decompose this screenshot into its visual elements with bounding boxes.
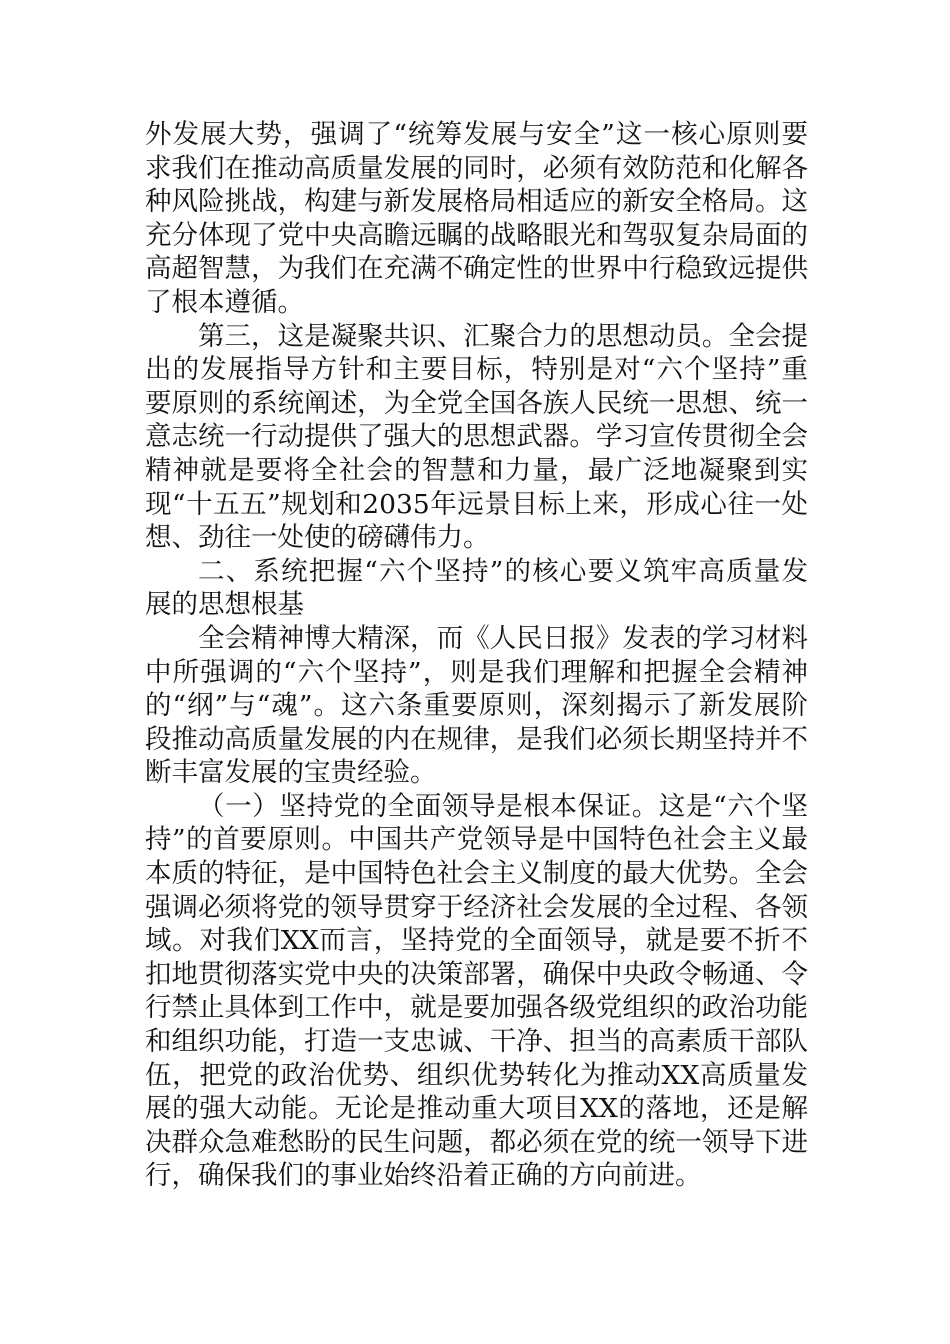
paragraph-third-point: 第三，这是凝聚共识、汇聚合力的思想动员。全会提出的发展指导方针和主要目标，特别是对“六个坚持”重要原则的系统阐述，为全党全国各族人民统一思想、统一意志统一行动提供了强大的思想武器。学习宣传贯彻全会精神就是要将全社会的智慧和力量，最广泛地凝聚到实现“十五五”规划和2035年远景目标上来，形成心往一处想、劲往一处使的磅礴伟力。 bbox=[145, 320, 808, 554]
section-heading-2: 二、系统把握“六个坚持”的核心要义筑牢高质量发展的思想根基 bbox=[145, 555, 808, 621]
paragraph-continuation: 外发展大势，强调了“统筹发展与安全”这一核心原则要求我们在推动高质量发展的同时，必须有效防范和化解各种风险挑战，构建与新发展格局相适应的新安全格局。这充分体现了党中央高瞻远瞩的战略眼光和驾驭复杂局面的高超智慧，为我们在充满不确定性的世界中行稳致远提供了根本遵循。 bbox=[145, 119, 808, 318]
paragraph-principle-1: （一）坚持党的全面领导是根本保证。这是“六个坚持”的首要原则。中国共产党领导是中国特色社会主义最本质的特征，是中国特色社会主义制度的最大优势。全会强调必须将党的领导贯穿于经济社会发展的全过程、各领域。对我们XX而言，坚持党的全面领导，就是要不折不扣地贯彻落实党中央的决策部署，确保中央政令畅通、令行禁止具体到工作中，就是要加强各级党组织的政治功能和组织功能，打造一支忠诚、干净、担当的高素质干部队伍，把党的政治优势、组织优势转化为推动XX高质量发展的强大动能。无论是推动重大项目XX的落地，还是解决群众急难愁盼的民生问题，都必须在党的统一领导下进行，确保我们的事业始终沿着正确的方向前进。 bbox=[145, 790, 808, 1192]
paragraph-intro-six-principles: 全会精神博大精深，而《人民日报》发表的学习材料中所强调的“六个坚持”，则是我们理解和把握全会精神的“纲”与“魂”。这六条重要原则，深刻揭示了新发展阶段推动高质量发展的内在规律，是我们必须长期坚持并不断丰富发展的宝贵经验。 bbox=[145, 622, 808, 789]
document-body bbox=[145, 118, 808, 1193]
